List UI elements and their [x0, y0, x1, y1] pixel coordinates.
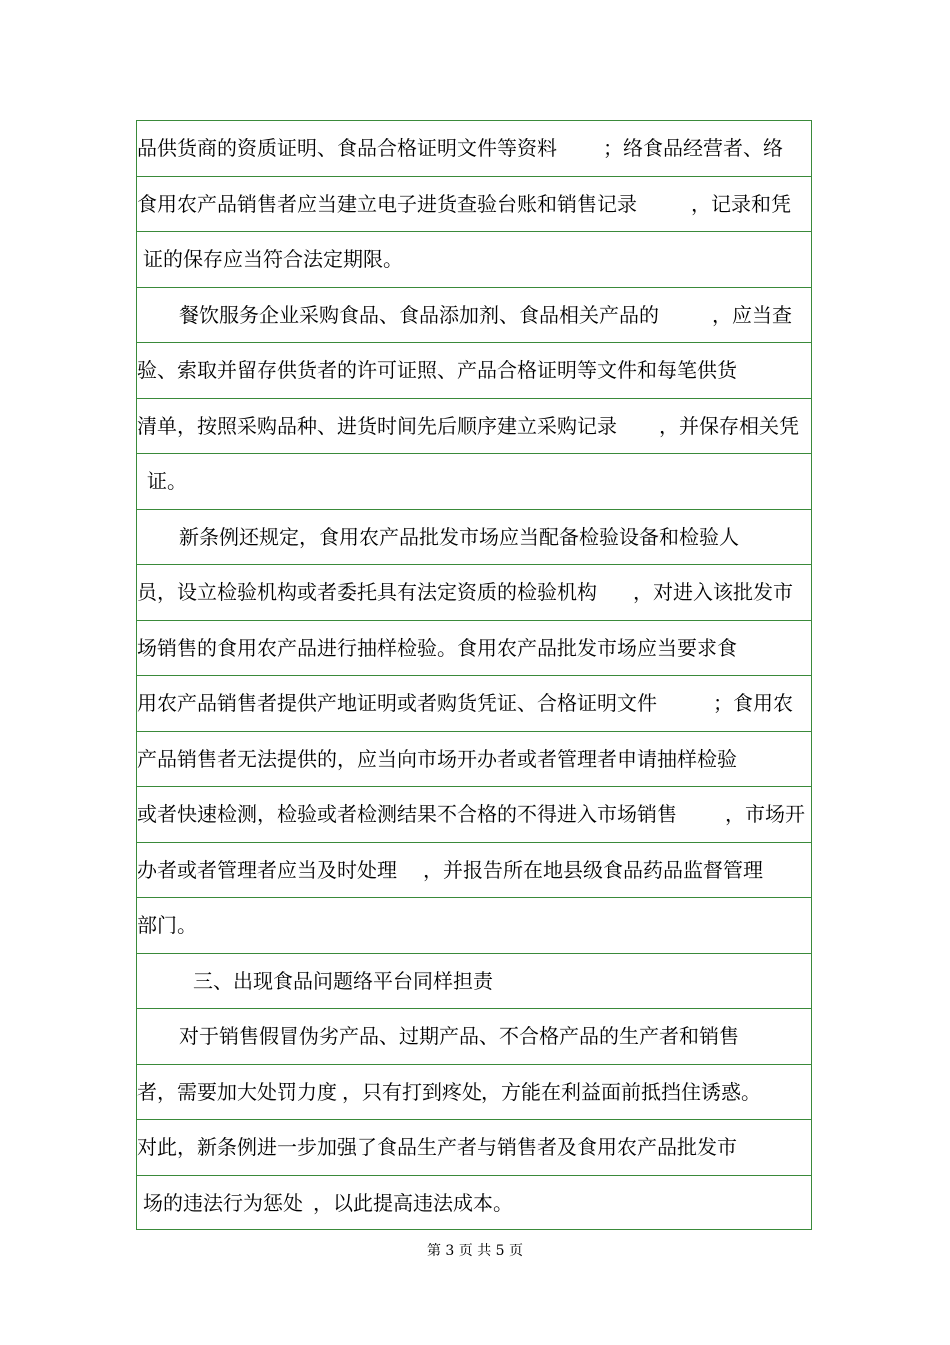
text-segment: ，市场开 — [725, 802, 805, 826]
text-segment: 对于销售假冒伪劣产品、过期产品、不合格产品的生产者和销售 — [179, 1024, 739, 1048]
text-segment: ；络食品经营者、络 — [603, 136, 783, 160]
text-line — [137, 288, 811, 344]
text-line — [137, 121, 811, 177]
text-segment: 场销售的食用农产品进行抽样检验。食用农产品批发市场应当要求食 — [137, 635, 737, 660]
text-segment: ，方能在利益面前抵挡住诱惑。 — [481, 1079, 761, 1104]
text-line — [137, 510, 811, 566]
document-page — [136, 120, 812, 1230]
text-segment: 者，需要加大处罚力度 — [137, 1079, 337, 1104]
text-segment: 清单，按照采购品种、进货时间先后顺序建立采购记录 — [137, 413, 617, 438]
text-segment: ；食用农 — [713, 691, 793, 715]
text-segment: ，只有打到疼处 — [342, 1079, 482, 1104]
text-line — [137, 399, 811, 455]
text-line — [137, 565, 811, 621]
text-segment: ，对进入该批发市 — [633, 580, 793, 604]
text-line — [137, 1065, 811, 1121]
text-line — [137, 232, 811, 288]
text-segment: 新条例还规定，食用农产品批发市场应当配备检验设备和检验人 — [179, 524, 739, 549]
text-segment: 品供货商的资质证明、食品合格证明文件等资料 — [137, 136, 557, 160]
text-segment: 场的违法行为惩处 — [143, 1190, 303, 1215]
text-line — [137, 1120, 811, 1176]
text-segment: ，并报告所在地县级食品药品监督管理 — [423, 857, 763, 882]
text-line — [137, 1176, 811, 1232]
text-line — [137, 843, 811, 899]
text-segment: 食用农产品销售者应当建立电子进货查验台账和销售记录 — [137, 191, 637, 216]
section-heading — [137, 954, 811, 1010]
text-line — [137, 787, 811, 843]
text-segment: 餐饮服务企业采购食品、食品添加剂、食品相关产品的 — [179, 302, 659, 327]
text-segment: ，以此提高违法成本。 — [313, 1190, 513, 1215]
text-segment: 办者或者管理者应当及时处理 — [137, 857, 397, 882]
text-line — [137, 177, 811, 233]
text-segment: 产品销售者无法提供的，应当向市场开办者或者管理者申请抽样检验 — [137, 746, 737, 771]
text-line — [137, 454, 811, 510]
text-segment: 员，设立检验机构或者委托具有法定资质的检验机构 — [137, 580, 597, 604]
text-line — [137, 343, 811, 399]
text-segment: 对此，新条例进一步加强了食品生产者与销售者及食用农产品批发市 — [137, 1135, 737, 1159]
text-line — [137, 732, 811, 788]
text-line — [137, 898, 811, 954]
text-line — [137, 1009, 811, 1065]
text-segment: 或者快速检测，检验或者检测结果不合格的不得进入市场销售 — [137, 802, 677, 826]
text-segment: 用农产品销售者提供产地证明或者购货凭证、合格证明文件 — [137, 691, 657, 715]
text-segment: 三、出现食品问题络平台同样担责 — [193, 968, 493, 993]
text-segment: ，应当查 — [712, 302, 792, 327]
text-segment: 验、索取并留存供货者的许可证照、产品合格证明等文件和每笔供货 — [137, 358, 737, 382]
text-segment: 部门。 — [137, 913, 197, 937]
text-segment: ，并保存相关凭 — [659, 413, 799, 438]
text-line — [137, 676, 811, 732]
page-number: 第 3 页 共 5 页 — [426, 1243, 524, 1259]
text-segment: 证的保存应当符合法定期限。 — [143, 247, 403, 271]
text-segment: 证。 — [147, 469, 187, 493]
text-line — [137, 621, 811, 677]
text-segment: ，记录和凭 — [691, 191, 791, 216]
